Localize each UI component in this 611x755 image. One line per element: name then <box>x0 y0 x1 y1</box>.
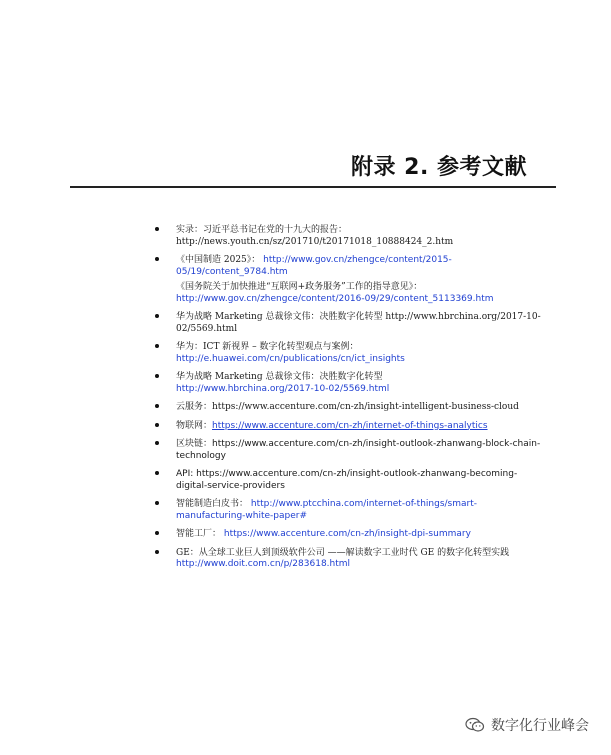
reference-label: 区块链： <box>176 439 213 449</box>
reference-link[interactable]: http://www.gov.cn/zhengce/content/2015-05/19/content_9784.htm <box>176 255 452 277</box>
reference-url[interactable]: https://www.accenture.com/cn-zh/insight-outlook-zhanwang-becoming-digital-service-providers <box>176 469 518 491</box>
watermark-text: 数字化行业峰会 <box>491 718 589 734</box>
list-item <box>155 312 545 335</box>
reference-url[interactable]: https://www.accenture.com/cn-zh/insight-intelligent-business-cloud <box>212 402 519 412</box>
bullet-icon <box>155 531 159 535</box>
reference-url[interactable]: https://www.accenture.com/cn-zh/insight-outlook-zhanwang-block-chain-technology <box>176 439 541 461</box>
reference-link[interactable]: http://www.hbrchina.org/2017-10-02/5569.html <box>176 383 390 394</box>
wechat-icon <box>465 717 485 733</box>
list-item <box>155 499 545 522</box>
bullet-icon <box>155 374 159 378</box>
bullet-icon <box>155 257 159 261</box>
list-item <box>155 439 545 462</box>
reference-link[interactable]: http://e.huawei.com/cn/publications/cn/ict_insights <box>176 353 405 364</box>
reference-label: 云服务： <box>176 402 213 412</box>
reference-label: 《中国制造 2025》： <box>176 255 261 265</box>
reference-label: 华为战略 Marketing 总裁徐文伟：决胜数字化转型 <box>176 372 383 382</box>
list-item <box>155 421 545 433</box>
bullet-icon <box>155 404 159 408</box>
bullet-icon <box>155 344 159 348</box>
reference-label: 华为：ICT 新视界 – 数字化转型观点与案例： <box>176 342 359 352</box>
list-item <box>155 372 545 395</box>
reference-label: 《国务院关于加快推进“互联网+政务服务”工作的指导意见》： <box>176 282 423 292</box>
reference-label: 智能工厂： <box>176 529 222 539</box>
reference-label: 华为战略 Marketing 总裁徐文伟：决胜数字化转型 <box>176 312 386 322</box>
reference-link[interactable]: http://www.doit.com.cn/p/283618.html <box>176 559 351 569</box>
reference-url[interactable]: http://www.hbrchina.org/2017-10-02/5569.html <box>176 312 541 334</box>
list-item <box>155 548 545 571</box>
list-item <box>155 225 545 248</box>
list-item <box>155 529 545 541</box>
reference-label: 物联网： <box>176 420 213 431</box>
title-divider <box>70 186 556 188</box>
reference-list <box>155 225 545 578</box>
list-item <box>155 342 545 365</box>
reference-link[interactable]: http://www.gov.cn/zhengce/content/2016-09/29/content_5113369.htm <box>176 293 494 304</box>
bullet-icon <box>155 501 159 505</box>
reference-link[interactable]: https://www.accenture.com/cn-zh/insight-dpi-summary <box>223 529 471 539</box>
reference-label: 实录：习近平总书记在党的十九大的报告： <box>176 225 348 235</box>
reference-label: API: <box>176 469 197 479</box>
list-item <box>155 402 545 414</box>
reference-link[interactable]: http://www.ptcchina.com/internet-of-things/smart-manufacturing-white-paper# <box>176 499 478 521</box>
list-item <box>155 255 545 278</box>
bullet-icon <box>155 227 159 231</box>
page-title: 附录 2. 参考文献 <box>351 155 527 180</box>
list-item <box>155 282 545 305</box>
reference-url[interactable]: http://news.youth.cn/sz/201710/t20171018_10888424_2.htm <box>176 236 454 247</box>
watermark <box>465 715 589 735</box>
list-item <box>155 469 545 492</box>
bullet-icon <box>155 441 159 445</box>
reference-link[interactable]: https://www.accenture.com/cn-zh/internet-of-things-analytics <box>212 420 488 431</box>
reference-label: 智能制造白皮书： <box>176 499 249 509</box>
bullet-icon <box>155 423 159 427</box>
reference-label: GE：从全球工业巨人到顶级软件公司 ——解读数字工业时代 GE 的数字化转型实践 <box>176 547 510 558</box>
bullet-icon <box>155 314 159 318</box>
bullet-icon <box>155 471 159 475</box>
bullet-icon <box>155 550 159 554</box>
